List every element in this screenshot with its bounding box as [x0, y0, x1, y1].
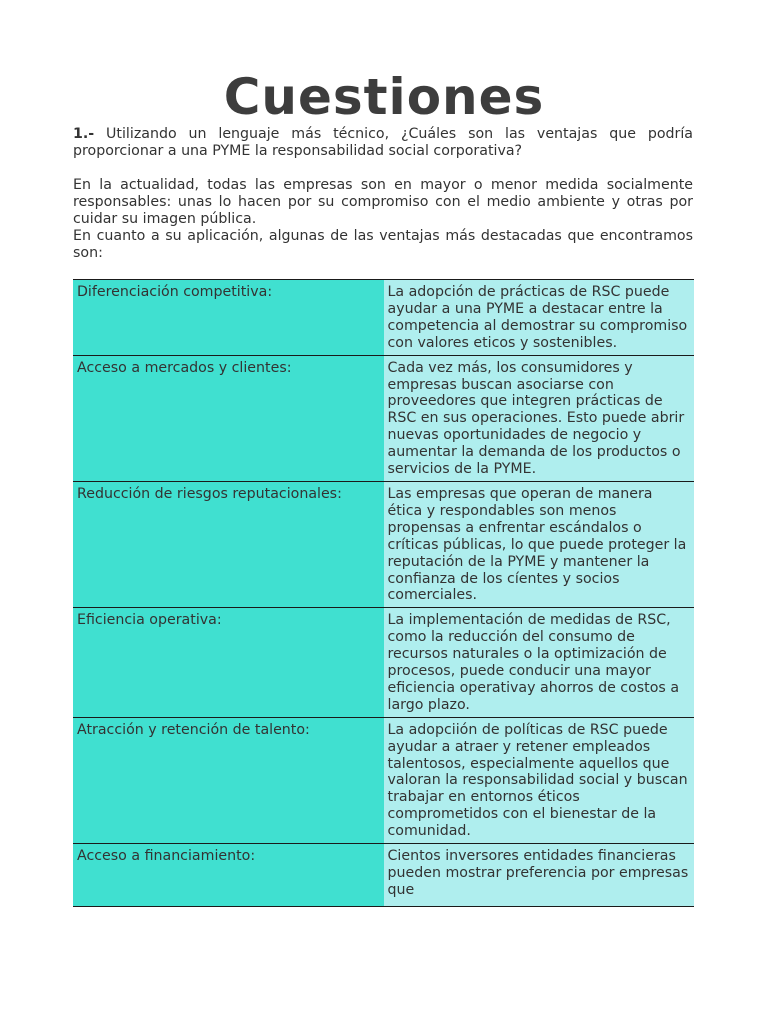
table-row	[73, 844, 694, 907]
lead-paragraph: En cuanto a su aplicación, algunas de las ventajas más destacadas que encontramos son:	[73, 228, 693, 261]
table-row	[73, 481, 694, 607]
advantage-label: Atracción y retención de talento:	[73, 717, 383, 843]
question-number: 1.-	[73, 126, 95, 142]
advantage-description: La implementación de medidas de RSC, como la reducción del consumo de recursos naturales o la optimización de procesos, puede conducir una mayor eficiencia operativay ahorros de costos a largo plazo.	[383, 608, 694, 717]
question-paragraph	[73, 126, 693, 160]
advantage-label: Acceso a financiamiento:	[73, 844, 383, 907]
question-text: Utilizando un lenguaje más técnico, ¿Cuáles son las ventajas que podría proporcionar a una PYME la responsabilidad social corporativa?	[73, 126, 693, 159]
intro-paragraph: En la actualidad, todas las empresas son en mayor o menor medida socialmente responsables: unas lo hacen por su compromiso con el medio ambiente y otras por cuidar su imagen pública.	[73, 177, 693, 227]
table-row	[73, 608, 694, 717]
advantage-description: Las empresas que operan de manera ética y respondables son menos propensas a enfrentar escándalos o críticas públicas, lo que puede proteger la reputación de la PYME y mantener la confianza de los cíentes y socios comerciales.	[383, 481, 694, 607]
advantage-description	[383, 844, 694, 907]
table-row	[73, 355, 694, 481]
advantage-description: La adopciión de políticas de RSC puede ayudar a atraer y retener empleados talentosos, especialmente aquellos que valoran la responsabilidad social y buscan trabajar en entornos éticos comprometidos con el bienestar de la comunidad.	[383, 717, 694, 843]
advantage-label: Diferenciación competitiva:	[73, 280, 383, 356]
advantage-description-text: Cientos inversores entidades financieras pueden mostrar preferencia por empresas que	[387, 848, 689, 898]
advantage-description: Cada vez más, los consumidores y empresas buscan asociarse con proveedores que integren prácticas de RSC en sus operaciones. Esto puede abrir nuevas oportunidades de negocio y aumentar la demanda de los productos o servicios de la PYME.	[383, 355, 694, 481]
page-title: Cuestiones	[223, 68, 545, 126]
advantage-description: La adopción de prácticas de RSC puede ayudar a una PYME a destacar entre la competencia al demostrar su compromiso con valores eticos y sostenibles.	[383, 280, 694, 356]
advantage-label: Acceso a mercados y clientes:	[73, 355, 383, 481]
advantage-label: Reducción de riesgos reputacionales:	[73, 481, 383, 607]
table-row	[73, 280, 694, 356]
advantage-label: Eficiencia operativa:	[73, 608, 383, 717]
table-row	[73, 717, 694, 843]
advantages-table	[73, 279, 694, 907]
